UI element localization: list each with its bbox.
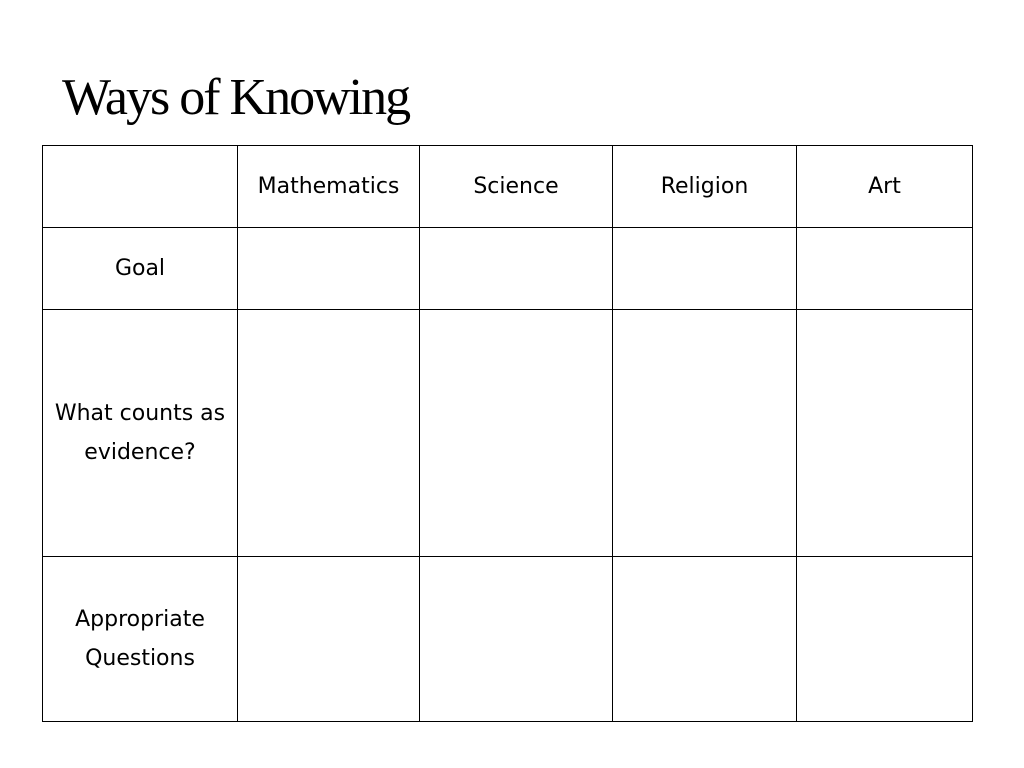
table-row-evidence bbox=[43, 310, 973, 557]
header-art: Art bbox=[797, 146, 973, 228]
page-title: Ways of Knowing bbox=[62, 69, 410, 126]
table-cell[interactable] bbox=[797, 557, 973, 722]
table-cell[interactable] bbox=[238, 557, 420, 722]
row-label-text: Appropriate Questions bbox=[75, 607, 205, 671]
table-cell[interactable] bbox=[613, 228, 797, 310]
table-cell[interactable] bbox=[238, 310, 420, 557]
row-label-goal bbox=[43, 228, 238, 310]
header-row bbox=[43, 146, 973, 228]
table-cell[interactable] bbox=[613, 557, 797, 722]
row-label-evidence bbox=[43, 310, 238, 557]
table-cell[interactable] bbox=[797, 228, 973, 310]
table-cell[interactable] bbox=[238, 228, 420, 310]
table-cell[interactable] bbox=[420, 557, 613, 722]
table-row-questions bbox=[43, 557, 973, 722]
row-label-text: Goal bbox=[114, 256, 166, 281]
table-cell[interactable] bbox=[797, 310, 973, 557]
header-religion: Religion bbox=[613, 146, 797, 228]
table-cell[interactable] bbox=[420, 228, 613, 310]
header-corner-cell bbox=[43, 146, 238, 228]
row-label-text: What counts as evidence? bbox=[54, 401, 226, 465]
table-cell[interactable] bbox=[613, 310, 797, 557]
header-mathematics: Mathematics bbox=[238, 146, 420, 228]
row-label-questions bbox=[43, 557, 238, 722]
table-row-goal bbox=[43, 228, 973, 310]
header-science: Science bbox=[420, 146, 613, 228]
table-cell[interactable] bbox=[420, 310, 613, 557]
ways-of-knowing-table bbox=[42, 145, 973, 722]
